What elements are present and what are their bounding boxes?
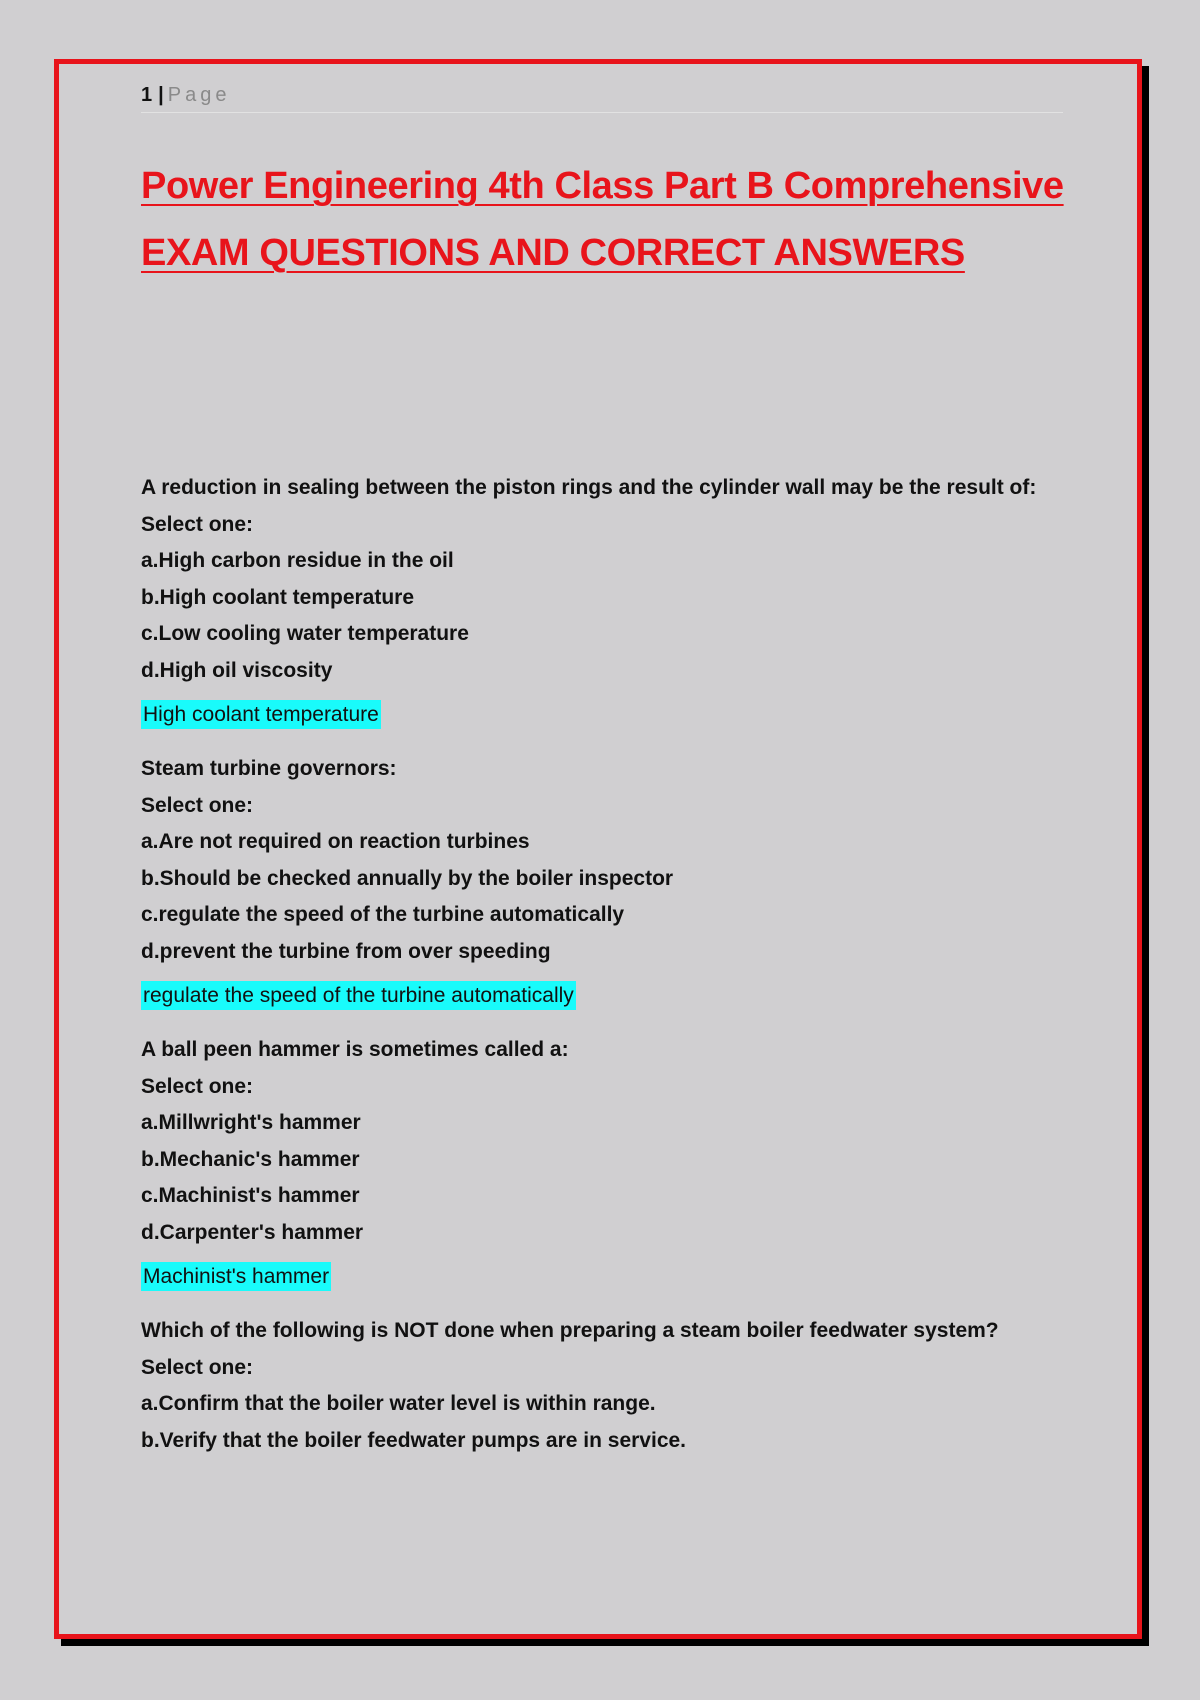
- highlighted-answer: Machinist's hammer: [141, 1262, 331, 1291]
- page-header: [141, 80, 1063, 113]
- option-a: a.Millwright's hammer: [141, 1111, 361, 1134]
- select-prompt: Select one:: [141, 793, 254, 817]
- option-a: a.Are not required on reaction turbines: [141, 830, 530, 853]
- question-text: A ball peen hammer is sometimes called a:: [141, 1038, 569, 1061]
- option-c: c.regulate the speed of the turbine automatically: [141, 903, 625, 926]
- option-d: d.prevent the turbine from over speeding: [141, 939, 551, 963]
- question-block: [141, 1313, 1081, 1459]
- question-text: A reduction in sealing between the piston rings and the cylinder wall may be the result of:: [141, 476, 1037, 499]
- page-number: 1: [141, 84, 153, 106]
- question-block: [141, 751, 1081, 1014]
- option-d: d.High oil viscosity: [141, 658, 333, 682]
- option-b: b.Should be checked annually by the boiler inspector: [141, 866, 674, 890]
- select-prompt: Select one:: [141, 1074, 254, 1098]
- page-label: Page: [167, 84, 231, 106]
- option-a: a.High carbon residue in the oil: [141, 549, 454, 572]
- option-a: a.Confirm that the boiler water level is within range.: [141, 1392, 656, 1415]
- select-prompt: Select one:: [141, 1355, 254, 1379]
- select-prompt: Select one:: [141, 512, 254, 536]
- highlighted-answer: High coolant temperature: [141, 700, 381, 729]
- option-d: d.Carpenter's hammer: [141, 1220, 364, 1244]
- answer-row: [141, 697, 1081, 733]
- question-text: Steam turbine governors:: [141, 757, 397, 780]
- title-line-1: Power Engineering 4th Class Part B Comprehensive: [141, 165, 1064, 207]
- answer-row: [141, 1259, 1081, 1295]
- question-block: [141, 1032, 1081, 1295]
- question-block: [141, 470, 1081, 733]
- option-b: b.High coolant temperature: [141, 585, 415, 609]
- option-c: c.Low cooling water temperature: [141, 622, 469, 645]
- option-b: b.Verify that the boiler feedwater pumps are in service.: [141, 1428, 687, 1452]
- answer-row: [141, 978, 1081, 1014]
- question-list: [141, 470, 1081, 1459]
- title-line-2: EXAM QUESTIONS AND CORRECT ANSWERS: [141, 232, 965, 274]
- option-b: b.Mechanic's hammer: [141, 1147, 360, 1171]
- highlighted-answer: regulate the speed of the turbine automatically: [141, 981, 576, 1010]
- question-text: Which of the following is NOT done when preparing a steam boiler feedwater system?: [141, 1319, 999, 1342]
- header-separator: |: [158, 84, 164, 106]
- document-title: [141, 153, 1081, 287]
- option-c: c.Machinist's hammer: [141, 1184, 360, 1207]
